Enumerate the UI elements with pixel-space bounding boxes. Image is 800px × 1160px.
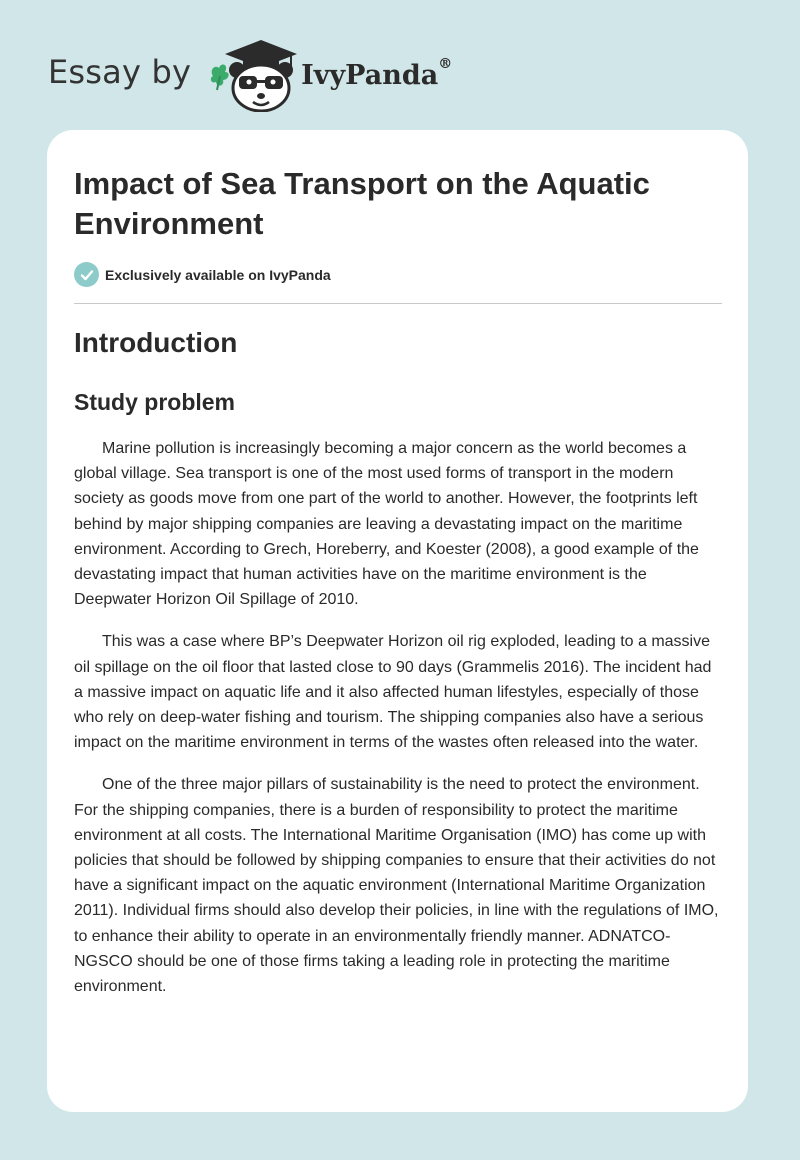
title-divider (74, 303, 722, 304)
section-heading-introduction: Introduction (74, 327, 238, 358)
exclusive-badge (74, 262, 331, 287)
registered-mark: ® (438, 55, 453, 72)
checkmark-icon (74, 262, 99, 287)
subsection-heading-study-problem: Study problem (74, 389, 236, 415)
brand-header (48, 34, 452, 114)
paragraph: Marine pollution is increasingly becoming a major concern as the world becomes a global village. Sea transport is one of the most used forms of transport in the modern society as goods move from one part of the world to another. However, the footprints left behind by major shipping companies are leaving a devastating impact on the maritime environment. According to Grech, Horeberry, and Koester (2008), a good example of the devastating impact that human activities have on the maritime environment is the Deepwater Horizon Oil Spillage of 2010. (74, 440, 699, 609)
paragraph: One of the three major pillars of sustainability is the need to protect the environment. For the shipping companies, there is a burden of responsibility to protect the maritime environment at all costs. The International Maritime Organisation (IMO) has come up with policies that should be followed by shipping companies to ensure that their activities do not have a significant impact on the aquatic environment (International Maritime Organization 2011). Individual firms should also develop their policies, in line with the regulations of IMO, to enhance their ability to operate in an environmentally friendly manner. ADNATCO-NGSCO should be one of those firms taking a leading role in protecting the maritime environment. (74, 776, 719, 996)
panda-logo-icon (207, 36, 299, 112)
essay-card (47, 130, 748, 1112)
ivypanda-brand-name (301, 55, 453, 91)
essay-body (74, 436, 724, 1016)
essay-by-label: Essay by (48, 53, 192, 91)
exclusive-badge-label: Exclusively available on IvyPanda (105, 266, 331, 283)
brand-name-text: IvyPanda (301, 59, 439, 91)
essay-title: Impact of Sea Transport on the Aquatic Environment (74, 166, 650, 241)
paragraph: This was a case where BP’s Deepwater Horizon oil rig exploded, leading to a massive oil spillage on the oil floor that lasted close to 90 days (Grammelis 2016). The incident had a massive impact on aquatic life and it also affected human lifestyles, especially of those who rely on deep-water fishing and tourism. The shipping companies also have a serious impact on the maritime environment in terms of the wastes often released into the water. (74, 633, 712, 752)
